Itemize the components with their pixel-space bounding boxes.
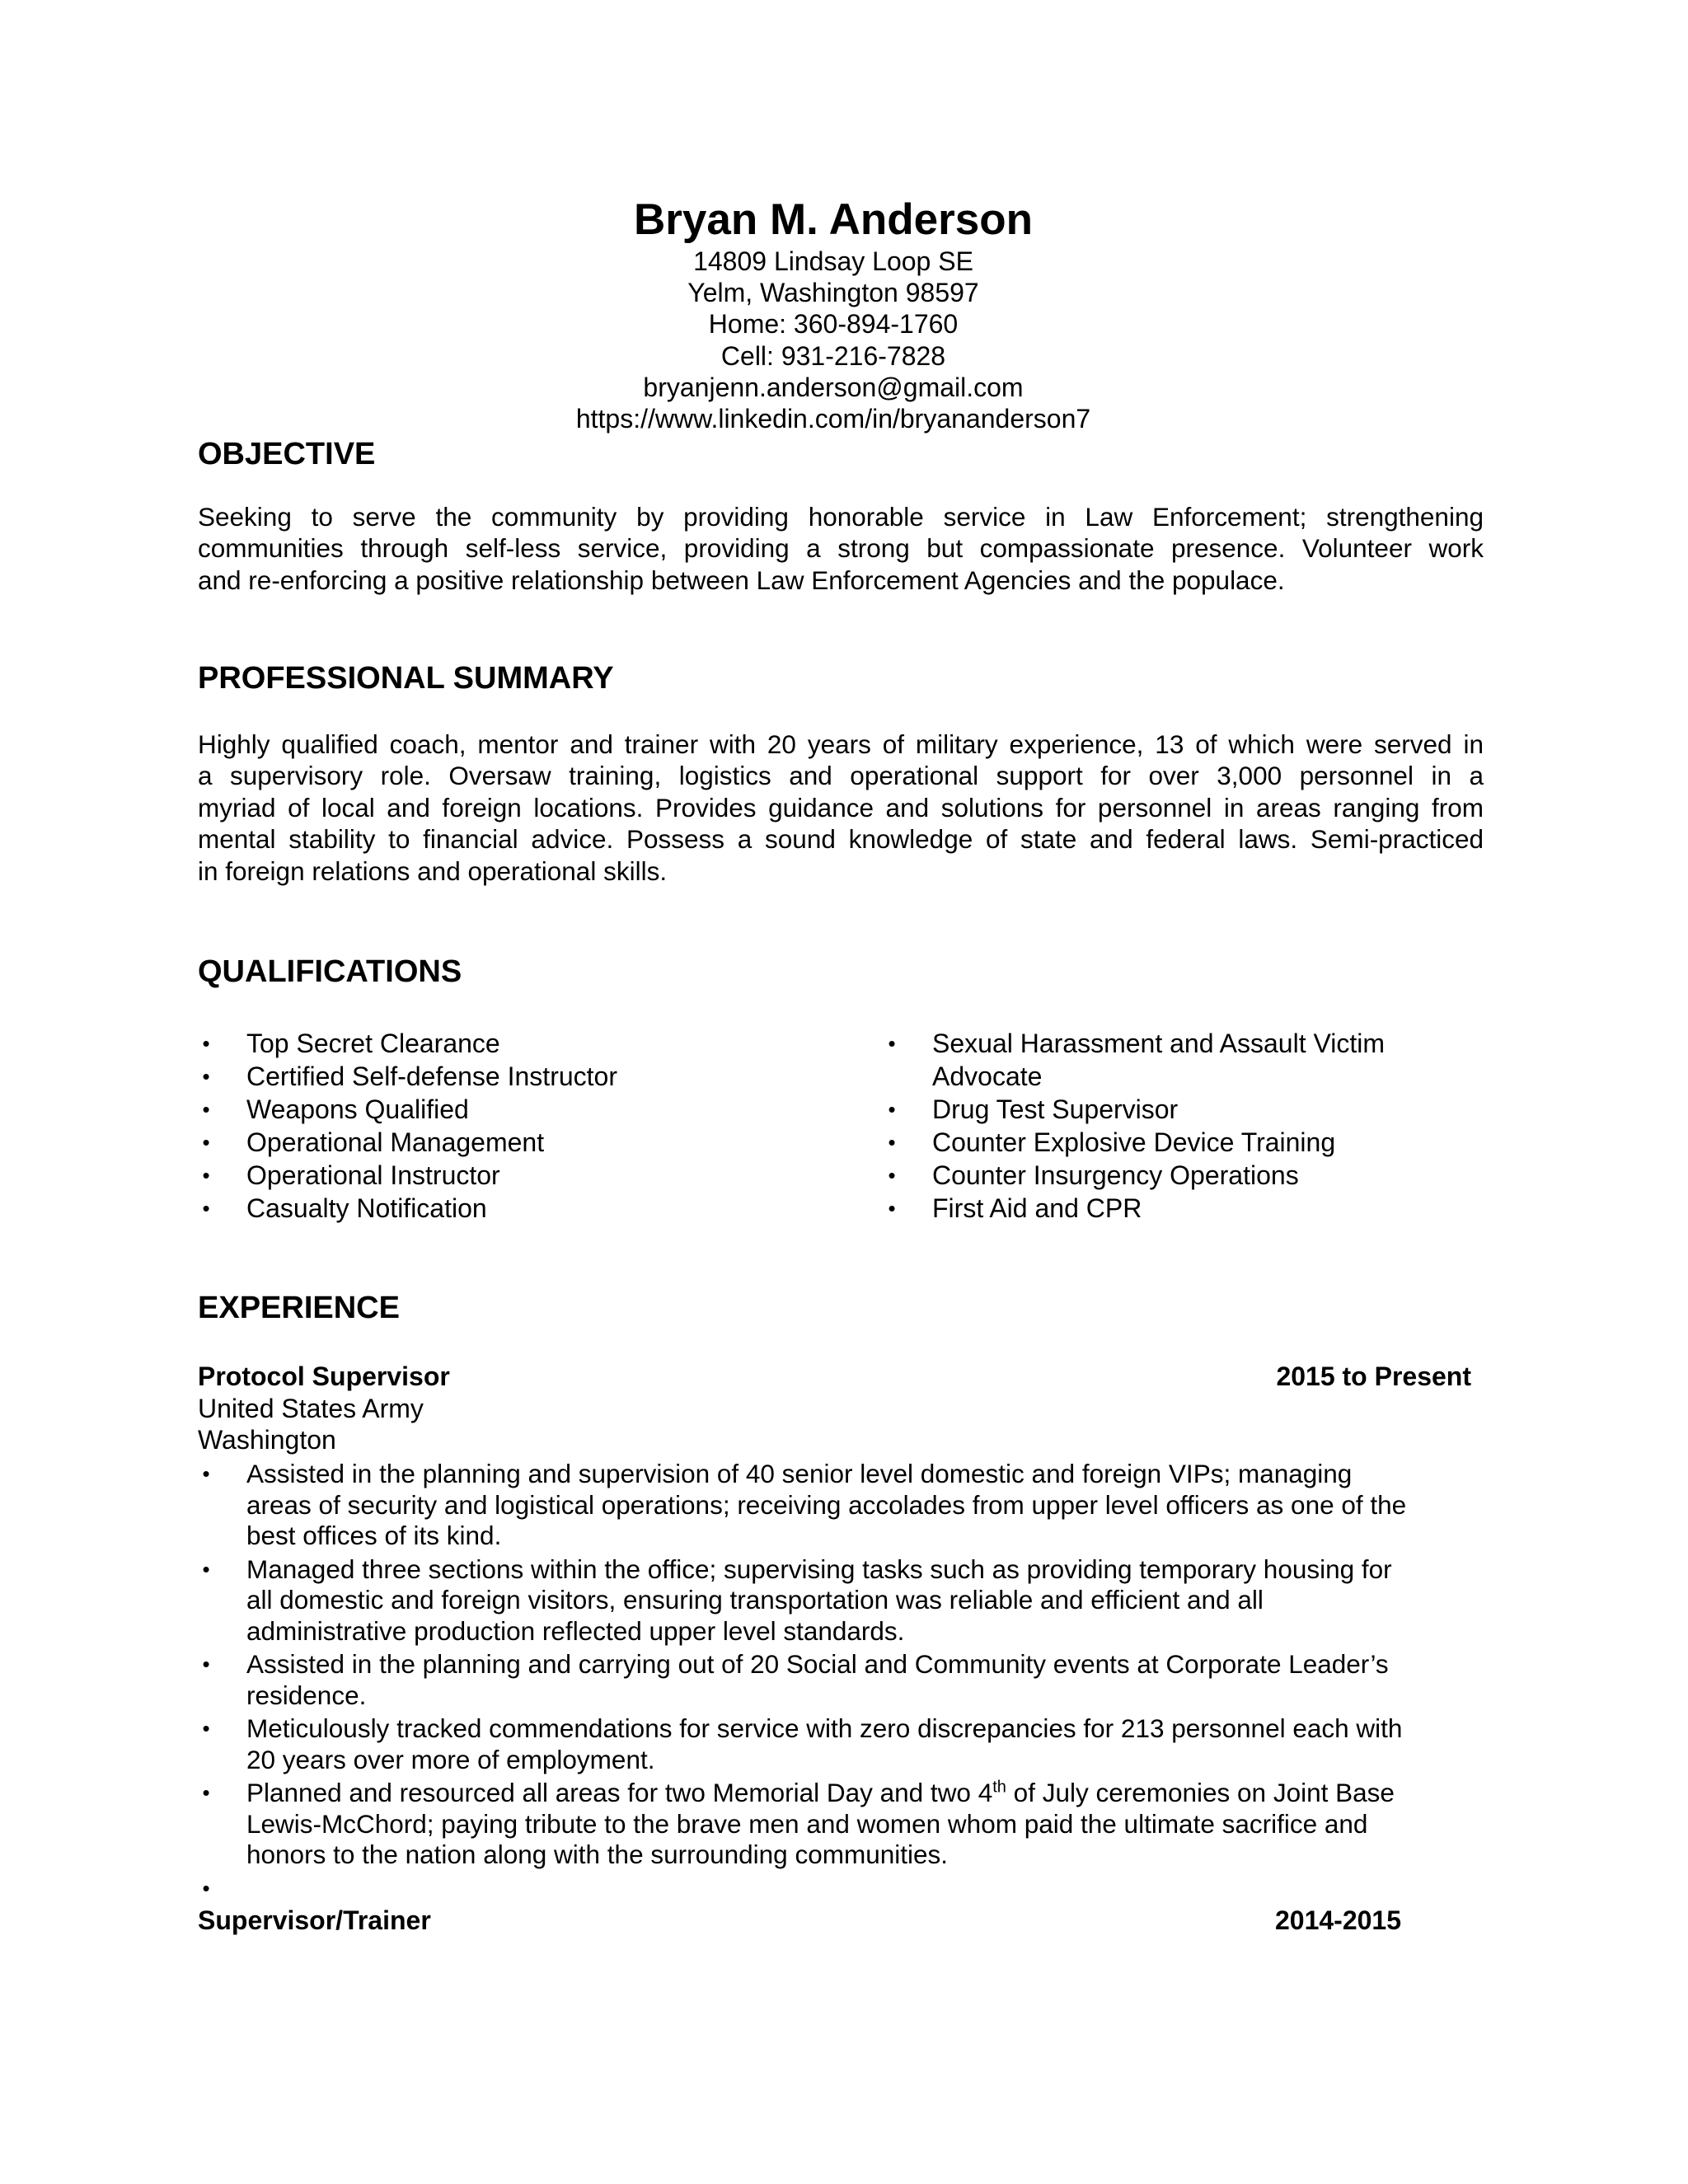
bullet-icon: •	[202, 1652, 210, 1676]
home-phone: Home: 360-894-1760	[708, 309, 959, 339]
summary-line: myriad of local and foreign locations. Provides guidance and solutions for personnel in areas ranging from	[198, 792, 1484, 823]
summary-line: in foreign relations and operational skills.	[198, 855, 668, 886]
job-title: Supervisor/Trainer	[198, 1905, 431, 1935]
bullet-icon: •	[202, 1130, 210, 1155]
list-item: • Operational Management	[198, 1126, 617, 1159]
bullet-icon: •	[888, 1163, 896, 1188]
address-line-2: Yelm, Washington 98597	[687, 278, 979, 307]
address-line-1: 14809 Lindsay Loop SE	[693, 246, 973, 276]
candidate-name: Bryan M. Anderson	[634, 195, 1033, 244]
list-item: • Meticulously tracked commendations for service with zero discrepancies for 213 personnel each with 20 years over more of employment.	[198, 1713, 1484, 1775]
job-title: Protocol Supervisor	[198, 1361, 450, 1391]
summary-line: a supervisory role. Oversaw training, logistics and operational support for over 3,000 personnel in a	[198, 761, 1484, 791]
qualifications-right-list	[884, 1027, 1385, 1225]
bullet-icon: •	[202, 1556, 210, 1582]
list-item: • Top Secret Clearance	[198, 1027, 617, 1060]
list-item: • Assisted in the planning and supervision of 40 senior level domestic and foreign VIPs; managing areas of security and logistical operations; receiving accolades from upper level officers as one of the best offices of its kind.	[198, 1459, 1484, 1552]
objective-line: Seeking to serve the community by providing honorable service in Law Enforcement; strengthening	[198, 502, 1484, 532]
list-item: • Counter Explosive Device Training	[884, 1126, 1385, 1159]
bullet-icon: •	[202, 1875, 210, 1900]
job-duties-list	[198, 1459, 1484, 1906]
bullet-icon: •	[202, 1196, 210, 1221]
job-title-row	[198, 1904, 1401, 1937]
bullet-icon: •	[202, 1031, 210, 1056]
bullet-icon: •	[202, 1097, 210, 1122]
list-item: • Weapons Qualified	[198, 1093, 617, 1126]
list-item: • Assisted in the planning and carrying out of 20 Social and Community events at Corporate Leader’s residence.	[198, 1649, 1484, 1711]
bullet-icon: •	[202, 1163, 210, 1188]
bullet-icon: •	[202, 1461, 210, 1486]
list-item: • Sexual Harassment and Assault Victim Advocate	[884, 1027, 1385, 1093]
empty-list-item	[198, 1873, 1484, 1905]
list-item: • Managed three sections within the office; supervising tasks such as providing temporary housing for all domestic and foreign visitors, ensuring transportation was reliable and efficient and all administrative production reflected upper level standards.	[198, 1554, 1484, 1647]
list-item: • First Aid and CPR	[884, 1192, 1385, 1225]
list-item: • Drug Test Supervisor	[884, 1093, 1385, 1126]
job-dates: 2015 to Present	[1276, 1361, 1471, 1391]
summary-line: Highly qualified coach, mentor and trainer with 20 years of military experience, 13 of which were served in	[198, 729, 1484, 759]
cell-phone: Cell: 931-216-7828	[720, 341, 946, 371]
bullet-icon: •	[202, 1780, 210, 1805]
objective-text	[198, 501, 1484, 596]
job-location: Washington	[198, 1425, 336, 1455]
summary-text	[198, 729, 1484, 887]
job-title-row	[198, 1360, 1471, 1393]
bullet-icon: •	[202, 1716, 210, 1741]
list-item: • Casualty Notification	[198, 1192, 617, 1225]
bullet-icon: •	[888, 1196, 896, 1221]
summary-heading: PROFESSIONAL SUMMARY	[198, 661, 614, 696]
email-link[interactable]: bryanjenn.anderson@gmail.com	[643, 373, 1024, 402]
job-dates: 2014-2015	[1274, 1905, 1401, 1935]
bullet-icon: •	[202, 1064, 210, 1089]
objective-heading: OBJECTIVE	[198, 437, 376, 471]
bullet-icon: •	[888, 1031, 896, 1056]
qualifications-heading: QUALIFICATIONS	[198, 954, 462, 989]
list-item: • Planned and resourced all areas for two Memorial Day and two 4th of July ceremonies on Joint Base Lewis-McChord; paying tribute to the brave men and women whom paid the ultimate sacrifice and honors to the nation along with the surrounding communities.	[198, 1778, 1484, 1871]
qualifications-left-list	[198, 1027, 617, 1225]
experience-heading: EXPERIENCE	[198, 1291, 400, 1325]
list-item: • Counter Insurgency Operations	[884, 1159, 1385, 1192]
bullet-icon: •	[888, 1130, 896, 1155]
linkedin-link[interactable]: https://www.linkedin.com/in/bryananderson7	[575, 404, 1091, 434]
job-employer: United States Army	[198, 1394, 424, 1423]
objective-line: and re-enforcing a positive relationship between Law Enforcement Agencies and the populace.	[198, 565, 1285, 595]
objective-line: communities through self-less service, providing a strong but compassionate presence. Volunteer work	[198, 533, 1484, 564]
list-item: • Operational Instructor	[198, 1159, 617, 1192]
bullet-icon: •	[888, 1097, 896, 1122]
summary-line: mental stability to financial advice. Possess a sound knowledge of state and federal laws. Semi-practiced	[198, 824, 1484, 855]
list-item: • Certified Self-defense Instructor	[198, 1060, 617, 1093]
